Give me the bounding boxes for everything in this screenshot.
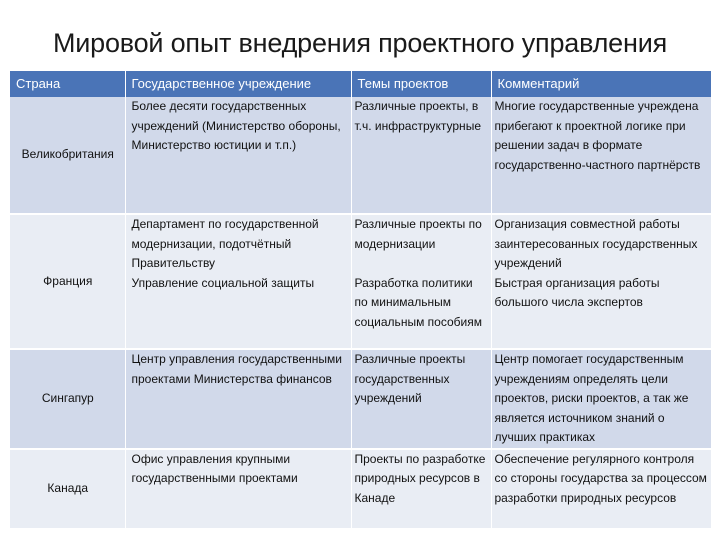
table-header-row bbox=[10, 71, 711, 97]
topic-entry: Различные проекты по модернизации bbox=[354, 217, 482, 251]
topic-cell: Различные проекты, в т.ч. инфраструктурные bbox=[351, 97, 491, 214]
slide-title: Мировой опыт внедрения проектного управления bbox=[52, 28, 668, 58]
header-agency: Государственное учреждение bbox=[125, 71, 351, 97]
country-cell: Великобритания bbox=[10, 97, 125, 214]
topic-cell: Различные проекты государственных учреждений bbox=[351, 349, 491, 449]
table-row bbox=[10, 97, 711, 214]
header-country: Страна bbox=[10, 71, 125, 97]
table-row bbox=[10, 349, 711, 449]
header-comment: Комментарий bbox=[491, 71, 711, 97]
agency-entry: Департамент по государственной модернизации, подотчётный Правительству bbox=[131, 217, 319, 270]
table-row bbox=[10, 449, 711, 529]
experience-table bbox=[10, 71, 711, 530]
comment-cell: Обеспечение регулярного контроля со стороны государства за процессом разработки природных ресурсов bbox=[491, 449, 711, 529]
topic-entry: Разработка политики по минимальным социальным пособиям bbox=[354, 275, 482, 329]
agency-cell bbox=[125, 214, 351, 349]
topic-cell bbox=[351, 214, 491, 349]
header-topic: Темы проектов bbox=[351, 71, 491, 97]
comment-cell bbox=[491, 214, 711, 349]
agency-cell: Более десяти государственных учреждений (Министерство обороны, Министерство юстиции и т.п.) bbox=[125, 97, 351, 214]
agency-cell: Центр управления государственными проектами Министерства финансов bbox=[125, 349, 351, 449]
country-cell: Франция bbox=[10, 214, 125, 349]
agency-entry: Управление социальной защиты bbox=[131, 275, 315, 290]
comment-cell: Многие государственные учреждена прибегают к проектной логике при решении задач в формате государственно-частного партнёрств bbox=[491, 97, 711, 214]
comment-entry: Организация совместной работы заинтересованных государственных учреждений bbox=[494, 217, 698, 270]
comment-cell: Центр помогает государственным учреждениям определять цели проектов, риски проектов, а так же является источником знаний о лучших практиках bbox=[491, 349, 711, 449]
country-cell: Канада bbox=[10, 449, 125, 529]
table-row bbox=[10, 214, 711, 349]
country-cell: Сингапур bbox=[10, 349, 125, 449]
topic-cell: Проекты по разработке природных ресурсов в Канаде bbox=[351, 449, 491, 529]
comment-entry: Быстрая организация работы большого числа экспертов bbox=[494, 275, 660, 309]
agency-cell: Офис управления крупными государственными проектами bbox=[125, 449, 351, 529]
